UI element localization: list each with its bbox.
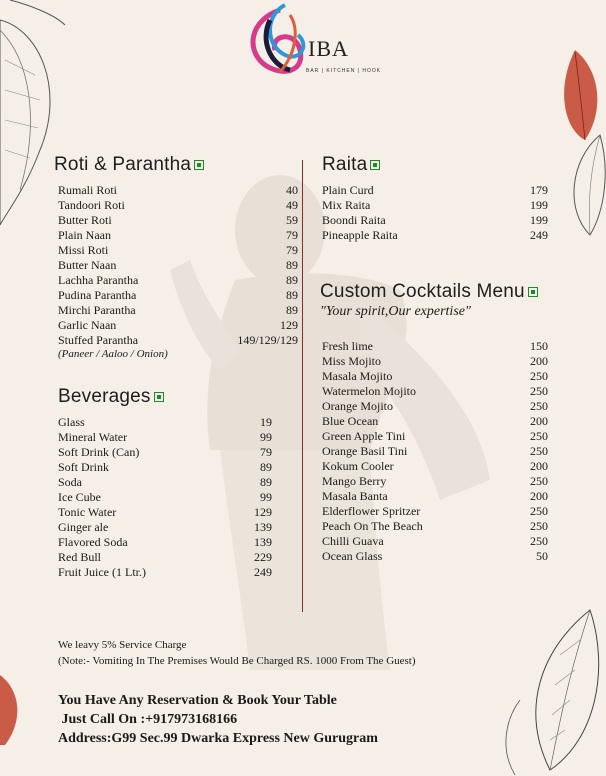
menu-item (58, 228, 298, 243)
menu-item-price: 99 (260, 430, 272, 444)
menu-item-name: Butter Roti (58, 213, 112, 227)
menu-item-price: 250 (530, 444, 548, 458)
service-charge-text: We leavy 5% Service Charge (58, 639, 187, 651)
menu-item-price: 179 (530, 183, 548, 197)
menu-item-price: 49 (286, 198, 298, 212)
menu-item-price: 199 (530, 198, 548, 212)
menu-item (322, 414, 548, 429)
menu-item (322, 228, 548, 243)
menu-item (322, 384, 548, 399)
menu-item-name: Ice Cube (58, 490, 101, 504)
menu-item-name: Rumali Roti (58, 183, 118, 197)
menu-item-name: Missi Roti (58, 243, 109, 257)
address-text: Address:G99 Sec.99 Dwarka Express New Gurugram (58, 731, 378, 746)
menu-item-name: Blue Ocean (322, 414, 379, 428)
menu-item-name: Boondi Raita (322, 213, 386, 227)
menu-item-name: Mango Berry (322, 474, 387, 488)
menu-item (322, 339, 548, 354)
menu-item-price: 200 (530, 459, 548, 473)
menu-item-price: 89 (286, 258, 298, 272)
menu-item-price: 79 (286, 243, 298, 257)
leaf-bottom-right-decoration (500, 600, 606, 776)
menu-item-name: Elderflower Spritzer (322, 504, 421, 518)
menu-item (58, 243, 298, 258)
menu-item-price: 150 (530, 339, 548, 353)
menu-item-name: Stuffed Parantha (58, 333, 139, 347)
menu-item-name: Kokum Cooler (322, 459, 394, 473)
menu-item (58, 505, 272, 520)
menu-item-name: Orange Basil Tini (322, 444, 408, 458)
menu-item (58, 258, 298, 273)
menu-item-name: Ocean Glass (322, 549, 383, 563)
stuffed-parantha-note: (Paneer / Aaloo / Onion) (58, 348, 168, 360)
vomiting-warning-text: (Note:- Vomiting In The Premises Would Be Charged RS. 1000 From The Guest) (58, 655, 416, 667)
menu-item (58, 565, 272, 580)
menu-item-price: 99 (260, 490, 272, 504)
menu-item-price: 199 (530, 213, 548, 227)
phone-text: Just Call On :+917973168166 (58, 712, 238, 727)
raita-list (322, 183, 548, 243)
menu-item (322, 504, 548, 519)
menu-item-name: Mineral Water (58, 430, 128, 444)
menu-item (58, 318, 298, 333)
menu-item-price: 129 (254, 505, 272, 519)
menu-item (58, 430, 272, 445)
menu-item (58, 475, 272, 490)
menu-item (322, 213, 548, 228)
menu-item-name: Tonic Water (58, 505, 117, 519)
menu-item-name: Watermelon Mojito (322, 384, 417, 398)
menu-item (58, 445, 272, 460)
menu-item (58, 198, 298, 213)
menu-item-price: 89 (286, 288, 298, 302)
menu-item-price: 250 (530, 474, 548, 488)
menu-item-name: Soft Drink (58, 460, 109, 474)
menu-item (322, 183, 548, 198)
menu-item-price: 249 (254, 565, 272, 579)
menu-item-price: 40 (286, 183, 298, 197)
menu-item (322, 489, 548, 504)
menu-item-name: Soda (58, 475, 82, 489)
menu-item-price: 139 (254, 520, 272, 534)
menu-item-name: Orange Mojito (322, 399, 393, 413)
menu-item (58, 183, 298, 198)
menu-item-name: Lachha Parantha (58, 273, 139, 287)
roti-list (58, 183, 298, 348)
menu-item-name: Flavored Soda (58, 535, 128, 549)
veg-icon (370, 160, 380, 170)
cocktails-subtitle: "Your spirit,Our expertise" (320, 304, 471, 319)
menu-item (58, 490, 272, 505)
menu-item (322, 519, 548, 534)
menu-item (322, 534, 548, 549)
menu-item-price: 250 (530, 399, 548, 413)
menu-item-name: Ginger ale (58, 520, 109, 534)
menu-item-price: 250 (530, 384, 548, 398)
menu-item-price: 79 (286, 228, 298, 242)
menu-item (58, 333, 298, 348)
menu-item-name: Fresh lime (322, 339, 373, 353)
menu-item (322, 444, 548, 459)
menu-item-name: Soft Drink (Can) (58, 445, 140, 459)
menu-item-name: Pineapple Raita (322, 228, 398, 242)
menu-item-price: 200 (530, 354, 548, 368)
menu-item-name: Fruit Juice (1 Ltr.) (58, 565, 146, 579)
menu-item-price: 200 (530, 489, 548, 503)
menu-item (322, 369, 548, 384)
menu-item-name: Mirchi Parantha (58, 303, 136, 317)
menu-item (58, 213, 298, 228)
menu-item (58, 288, 298, 303)
menu-item (322, 429, 548, 444)
column-divider (302, 160, 303, 612)
menu-item-name: Glass (58, 415, 85, 429)
menu-item-price: 59 (286, 213, 298, 227)
menu-item (58, 273, 298, 288)
menu-item-name: Masala Mojito (322, 369, 393, 383)
menu-item (58, 303, 298, 318)
menu-item-name: Miss Mojito (322, 354, 382, 368)
veg-icon (154, 392, 164, 402)
menu-item-name: Garlic Naan (58, 318, 117, 332)
menu-item-price: 229 (254, 550, 272, 564)
menu-item-price: 129 (280, 318, 298, 332)
menu-item (58, 550, 272, 565)
menu-item (322, 459, 548, 474)
menu-item-name: Plain Naan (58, 228, 111, 242)
menu-item-price: 200 (530, 414, 548, 428)
menu-item-name: Mix Raita (322, 198, 371, 212)
section-title-raita: Raita (322, 154, 380, 176)
menu-item (322, 474, 548, 489)
menu-item-price: 19 (260, 415, 272, 429)
menu-item-price: 149/129/129 (237, 333, 298, 347)
menu-item-price: 250 (530, 504, 548, 518)
menu-item-name: Peach On The Beach (322, 519, 423, 533)
menu-item-name: Chilli Guava (322, 534, 384, 548)
menu-item-price: 50 (536, 549, 548, 563)
menu-item-price: 139 (254, 535, 272, 549)
section-title-beverages: Beverages (58, 386, 164, 408)
section-title-roti: Roti & Parantha (54, 154, 204, 176)
menu-item-price: 89 (286, 273, 298, 287)
veg-icon (194, 160, 204, 170)
menu-item-name: Pudina Parantha (58, 288, 137, 302)
menu-item-price: 250 (530, 534, 548, 548)
menu-item-price: 250 (530, 519, 548, 533)
cocktails-list (322, 339, 548, 564)
reservation-text: You Have Any Reservation & Book Your Table (58, 693, 337, 708)
brand-tagline: BAR | KITCHEN | HOOK (306, 68, 382, 74)
menu-item (58, 535, 272, 550)
menu-item-price: 250 (530, 369, 548, 383)
section-title-cocktails: Custom Cocktails Menu (320, 281, 538, 303)
veg-icon (528, 287, 538, 297)
leaf-bottom-left-red-decoration (0, 670, 24, 750)
menu-item-price: 89 (286, 303, 298, 317)
menu-item (58, 520, 272, 535)
menu-item-name: Green Apple Tini (322, 429, 406, 443)
menu-item-price: 249 (530, 228, 548, 242)
menu-item-name: Masala Banta (322, 489, 388, 503)
menu-item-name: Red Bull (58, 550, 102, 564)
menu-item (58, 415, 272, 430)
beverages-list (58, 415, 272, 580)
brand-name: IBA (308, 36, 349, 61)
menu-item (322, 198, 548, 213)
menu-item (322, 399, 548, 414)
menu-item (58, 460, 272, 475)
menu-item-price: 89 (260, 475, 272, 489)
menu-item-name: Butter Naan (58, 258, 117, 272)
leaf-right-decoration (560, 130, 606, 240)
menu-item (322, 354, 548, 369)
menu-item-name: Plain Curd (322, 183, 374, 197)
menu-item-price: 79 (260, 445, 272, 459)
menu-item (322, 549, 548, 564)
menu-item-name: Tandoori Roti (58, 198, 125, 212)
menu-item-price: 89 (260, 460, 272, 474)
menu-item-price: 250 (530, 429, 548, 443)
